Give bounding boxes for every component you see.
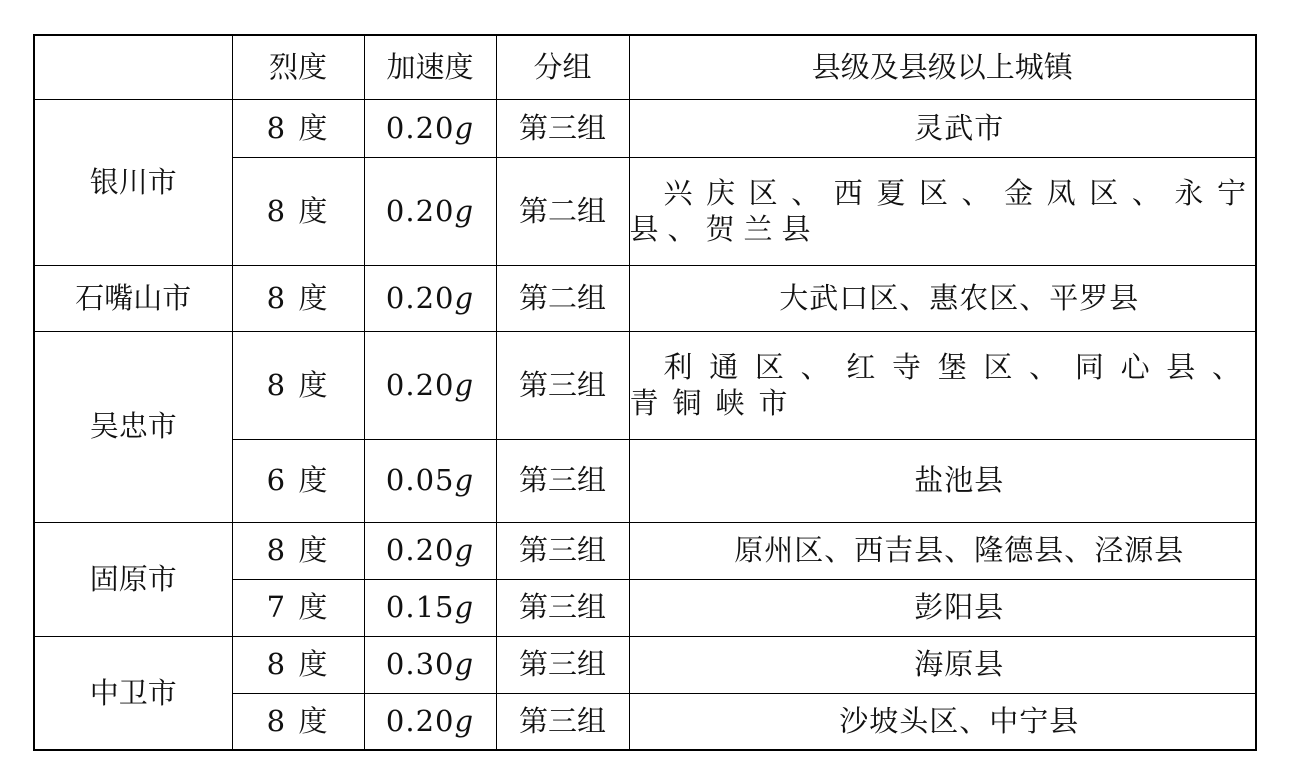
city-cell-wuzhong: 吴忠市: [34, 331, 232, 522]
acceleration-value: 0.05: [385, 463, 455, 498]
acceleration-value: 0.20: [385, 110, 455, 145]
group-cell: 第三组: [496, 331, 629, 439]
acceleration-value: 0.20: [385, 533, 455, 568]
intensity-cell: 8 度: [232, 693, 364, 750]
acceleration-cell: [364, 157, 496, 265]
header-acceleration: 加速度: [364, 35, 496, 99]
towns-cell: 沙坡头区、中宁县: [629, 693, 1256, 750]
acceleration-cell: [364, 331, 496, 439]
towns-cell: 彭阳县: [629, 579, 1256, 636]
towns-cell: 利通区、红寺堡区、同心县、青铜峡市: [629, 331, 1256, 439]
towns-cell: 原州区、西吉县、隆德县、泾源县: [629, 522, 1256, 579]
acceleration-unit: g: [454, 367, 475, 402]
acceleration-cell: [364, 265, 496, 331]
city-cell-yinchuan: 银川市: [34, 99, 232, 265]
table-row: [34, 99, 1256, 157]
table-row: [34, 522, 1256, 579]
towns-cell: 海原县: [629, 636, 1256, 693]
towns-cell: 大武口区、惠农区、平罗县: [629, 265, 1256, 331]
intensity-cell: 8 度: [232, 99, 364, 157]
intensity-cell: 8 度: [232, 157, 364, 265]
acceleration-unit: g: [454, 280, 475, 315]
intensity-cell: 8 度: [232, 265, 364, 331]
city-cell-zhongwei: 中卫市: [34, 636, 232, 750]
group-cell: 第二组: [496, 157, 629, 265]
acceleration-unit: g: [454, 704, 475, 739]
city-cell-shizuishan: 石嘴山市: [34, 265, 232, 331]
acceleration-unit: g: [454, 463, 475, 498]
acceleration-unit: g: [454, 533, 475, 568]
header-group: 分组: [496, 35, 629, 99]
acceleration-value: 0.20: [385, 280, 455, 315]
table-row: [34, 636, 1256, 693]
acceleration-cell: [364, 439, 496, 522]
table-row: [34, 331, 1256, 439]
acceleration-value: 0.20: [385, 193, 455, 228]
group-cell: 第三组: [496, 693, 629, 750]
towns-cell: 灵武市: [629, 99, 1256, 157]
group-cell: 第三组: [496, 579, 629, 636]
group-cell: 第三组: [496, 636, 629, 693]
acceleration-cell: [364, 99, 496, 157]
group-cell: 第三组: [496, 522, 629, 579]
intensity-cell: 8 度: [232, 636, 364, 693]
intensity-cell: 7 度: [232, 579, 364, 636]
seismic-zoning-table: [33, 34, 1257, 751]
acceleration-value: 0.15: [385, 590, 455, 625]
group-cell: 第三组: [496, 99, 629, 157]
acceleration-cell: [364, 636, 496, 693]
acceleration-unit: g: [454, 193, 475, 228]
group-cell: 第二组: [496, 265, 629, 331]
header-towns: 县级及县级以上城镇: [629, 35, 1256, 99]
header-city: [34, 35, 232, 99]
acceleration-value: 0.20: [385, 367, 455, 402]
header-intensity: 烈度: [232, 35, 364, 99]
towns-cell: 兴庆区、西夏区、金凤区、永宁县、贺兰县: [629, 157, 1256, 265]
acceleration-cell: [364, 522, 496, 579]
table-row: [34, 265, 1256, 331]
group-cell: 第三组: [496, 439, 629, 522]
acceleration-cell: [364, 579, 496, 636]
towns-cell: 盐池县: [629, 439, 1256, 522]
intensity-cell: 8 度: [232, 522, 364, 579]
table-header-row: [34, 35, 1256, 99]
acceleration-cell: [364, 693, 496, 750]
acceleration-value: 0.20: [385, 704, 455, 739]
acceleration-unit: g: [454, 590, 475, 625]
acceleration-unit: g: [454, 110, 475, 145]
acceleration-unit: g: [454, 647, 475, 682]
intensity-cell: 6 度: [232, 439, 364, 522]
intensity-cell: 8 度: [232, 331, 364, 439]
acceleration-value: 0.30: [385, 647, 455, 682]
city-cell-guyuan: 固原市: [34, 522, 232, 636]
